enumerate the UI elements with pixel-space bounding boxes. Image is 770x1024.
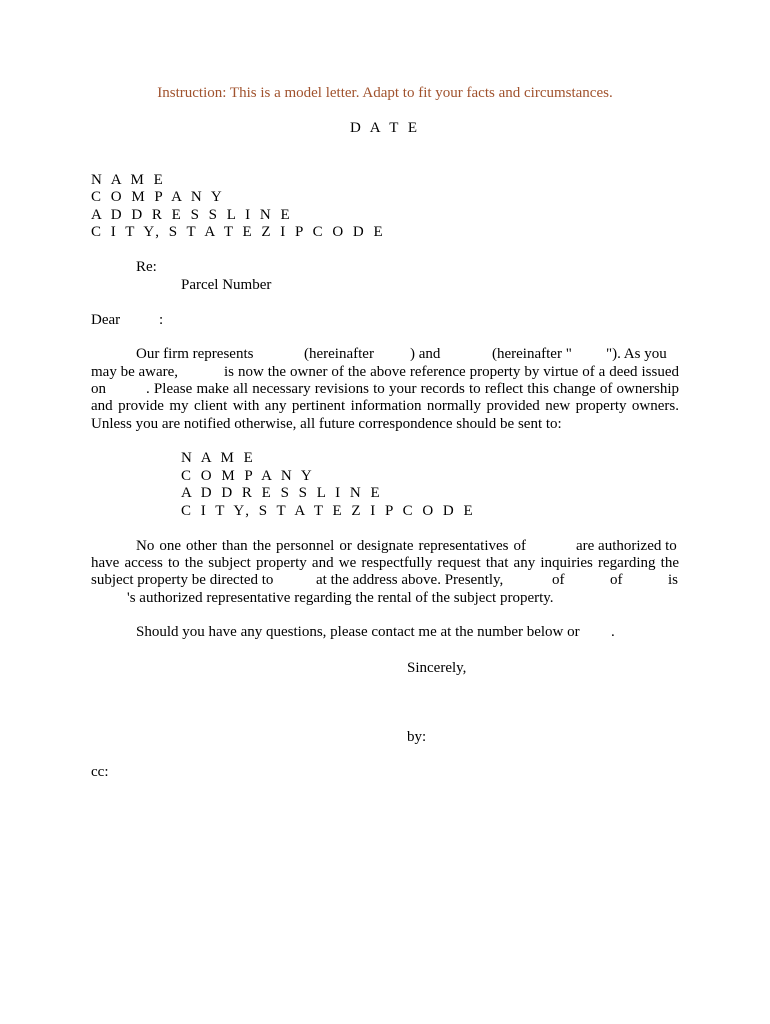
p2-line2: have access to the subject property and we respectfully request that any inquiries regarding the bbox=[91, 555, 679, 571]
instruction-note: Instruction: This is a model letter. Adapt to fit your facts and circumstances. bbox=[157, 85, 613, 101]
p2-line3-c: of bbox=[552, 572, 565, 588]
recipient-address-line: A D D R E S S L I N E bbox=[91, 207, 293, 223]
recipient-company: C O M P A N Y bbox=[91, 189, 225, 205]
p2-line1-b: are authorized to bbox=[576, 538, 677, 554]
p2-line3-d: of bbox=[610, 572, 623, 588]
re-label: Re: bbox=[136, 259, 157, 275]
p1-line5: Unless you are notified otherwise, all future correspondence should be sent to: bbox=[91, 416, 562, 432]
forwarding-company: C O M P A N Y bbox=[181, 468, 315, 484]
p2-line1-a: No one other than the personnel or designate representatives of bbox=[136, 538, 526, 554]
closing-sincerely: Sincerely, bbox=[407, 660, 467, 676]
re-subject: Parcel Number bbox=[181, 277, 272, 293]
p1-line4: and provide my client with any pertinent information normally provided new property owners. bbox=[91, 398, 679, 414]
p3-text: Should you have any questions, please contact me at the number below or bbox=[136, 624, 580, 640]
p1-line3-a: on bbox=[91, 381, 106, 397]
p2-line3-b: at the address above. Presently, bbox=[316, 572, 504, 588]
recipient-city-state-zip: C I T Y, S T A T E Z I P C O D E bbox=[91, 224, 386, 240]
p1-line2-a: may be aware, bbox=[91, 364, 179, 380]
p2-line4: 's authorized representative regarding the rental of the subject property. bbox=[127, 590, 554, 606]
p3-end: . bbox=[611, 624, 615, 640]
forwarding-city-state-zip: C I T Y, S T A T E Z I P C O D E bbox=[181, 503, 476, 519]
forwarding-address-line: A D D R E S S L I N E bbox=[181, 485, 383, 501]
p1-line2-b: is now the owner of the above reference property by virtue of a deed issued bbox=[224, 364, 679, 380]
p2-line3-e: is bbox=[668, 572, 679, 588]
p1-line1-c: ) and bbox=[410, 346, 441, 362]
p1-line1-e: "). As you bbox=[606, 346, 667, 362]
recipient-name: N A M E bbox=[91, 172, 166, 188]
signature-by-label: by: bbox=[407, 729, 427, 745]
p1-line1-d: (hereinafter " bbox=[492, 346, 572, 362]
salutation-prefix: Dear bbox=[91, 312, 121, 328]
p1-line3-b: . Please make all necessary revisions to your records to reflect this change of ownership bbox=[146, 381, 679, 397]
p2-line3-a: subject property be directed to bbox=[91, 572, 274, 588]
salutation-colon: : bbox=[159, 312, 164, 328]
date-placeholder: D A T E bbox=[349, 120, 421, 136]
forwarding-name: N A M E bbox=[181, 450, 256, 466]
cc-label: cc: bbox=[91, 764, 109, 780]
p1-line1-a: Our firm represents bbox=[136, 346, 254, 362]
p1-line1-b: (hereinafter bbox=[304, 346, 374, 362]
